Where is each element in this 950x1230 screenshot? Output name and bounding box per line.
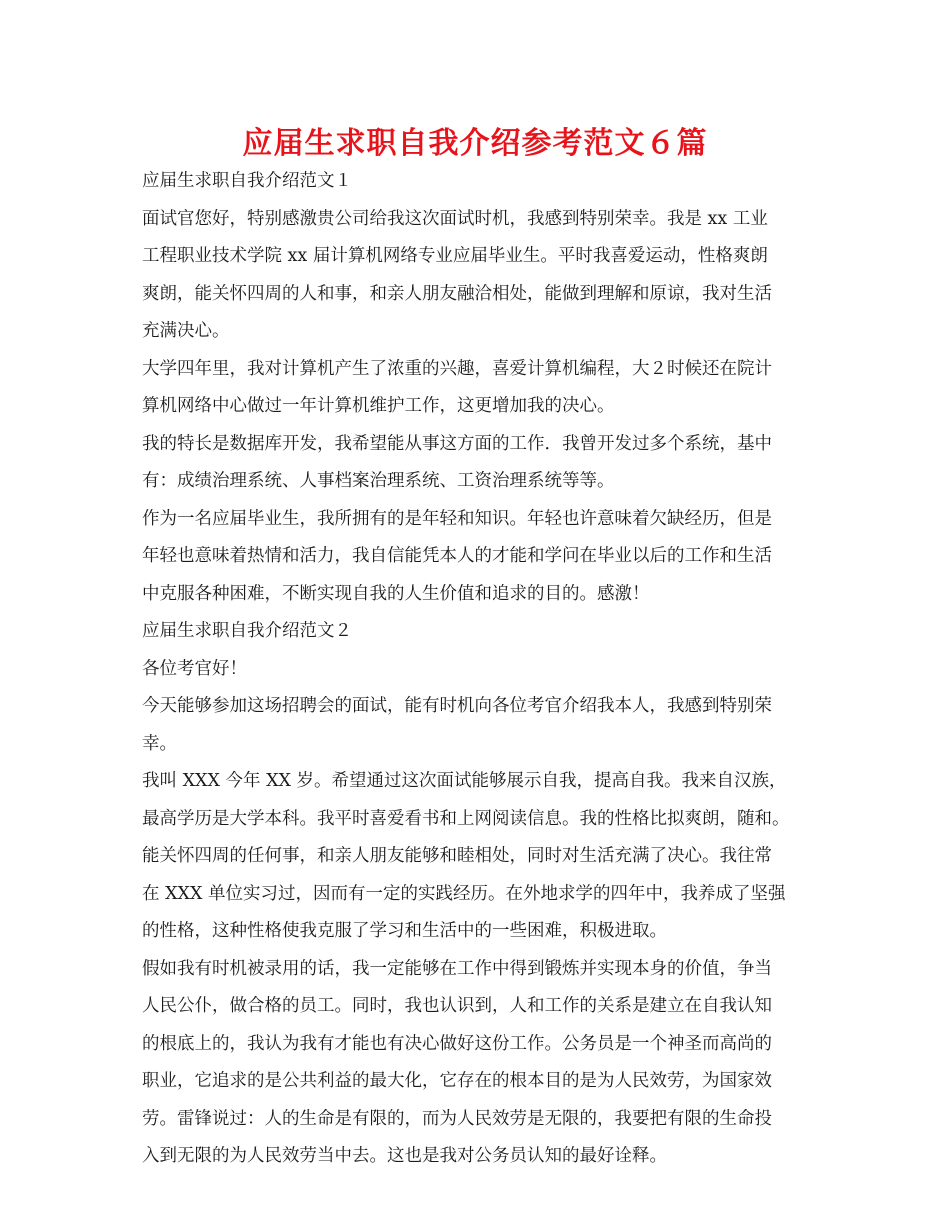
text-line: 今天能够参加这场招聘会的面试，能有时机向各位考官介绍我本人，我感到特别荣	[142, 696, 772, 716]
text-line: 最高学历是大学本科。我平时喜爱看书和上网阅读信息。我的性格比拟爽朗，随和。	[142, 808, 790, 829]
document-title: 应届生求职自我介绍参考范文６篇	[242, 126, 708, 161]
section-heading: 应届生求职自我介绍范文２	[142, 621, 352, 641]
text-line: 作为一名应届毕业生，我所拥有的是年轻和知识。年轻也许意味着欠缺经历，但是	[142, 508, 772, 529]
text-line: 幸。	[142, 733, 177, 754]
text-line: 中克服各种困难，不断实现自我的人生价值和追求的目的。感激！	[142, 583, 650, 604]
text-line: 的根底上的，我认为我有才能也有决心做好这份工作。公务员是一个神圣而高尚的	[142, 1033, 772, 1054]
text-line: 有：成绩治理系统、人事档案治理系统、工资治理系统等等。	[142, 471, 615, 491]
text-line: 我叫 XXX 今年 XX 岁。希望通过这次面试能够展示自我，提高自我。我来自汉族，	[142, 771, 787, 791]
text-line: 我的特长是数据库开发，我希望能从事这方面的工作．我曾开发过多个系统，基中	[142, 433, 772, 454]
section-heading: 应届生求职自我介绍范文１	[142, 171, 352, 191]
text-line: 充满决心。	[142, 321, 230, 341]
text-line: 各位考官好！	[142, 658, 247, 679]
text-line: 人民公仆，做合格的员工。同时，我也认识到，人和工作的关系是建立在自我认知	[142, 996, 772, 1016]
text-line: 算机网络中心做过一年计算机维护工作，这更增加我的决心。	[142, 396, 615, 416]
text-line: 大学四年里，我对计算机产生了浓重的兴趣，喜爱计算机编程，大２时候还在院计	[142, 358, 772, 379]
text-line: 劳。雷锋说过：人的生命是有限的，而为人民效劳是无限的，我要把有限的生命投	[142, 1108, 772, 1129]
document-body	[142, 163, 812, 1176]
text-line: 入到无限的为人民效劳当中去。这也是我对公务员认知的最好诠释。	[142, 1146, 667, 1166]
text-line: 职业，它追求的是公共利益的最大化，它存在的根本目的是为人民效劳，为国家效	[142, 1071, 772, 1091]
text-line: 工程职业技术学院 xx 届计算机网络专业应届毕业生。平时我喜爱运动，性格爽朗	[142, 246, 768, 266]
text-line: 在 XXX 单位实习过，因而有一定的实践经历。在外地求学的四年中，我养成了坚强	[142, 883, 786, 904]
text-line: 面试官您好，特别感激贵公司给我这次面试时机，我感到特别荣幸。我是 xx 工业	[142, 208, 768, 229]
text-line: 的性格，这种性格使我克服了学习和生活中的一些困难，积极进取。	[142, 921, 667, 941]
text-line: 能关怀四周的任何事，和亲人朋友能够和睦相处，同时对生活充满了决心。我往常	[142, 846, 772, 866]
text-line: 假如我有时机被录用的话，我一定能够在工作中得到锻炼并实现本身的价值，争当	[142, 958, 772, 979]
text-line: 爽朗，能关怀四周的人和事，和亲人朋友融洽相处，能做到理解和原谅，我对生活	[142, 283, 772, 304]
text-line: 年轻也意味着热情和活力，我自信能凭本人的才能和学问在毕业以后的工作和生活	[142, 546, 772, 566]
